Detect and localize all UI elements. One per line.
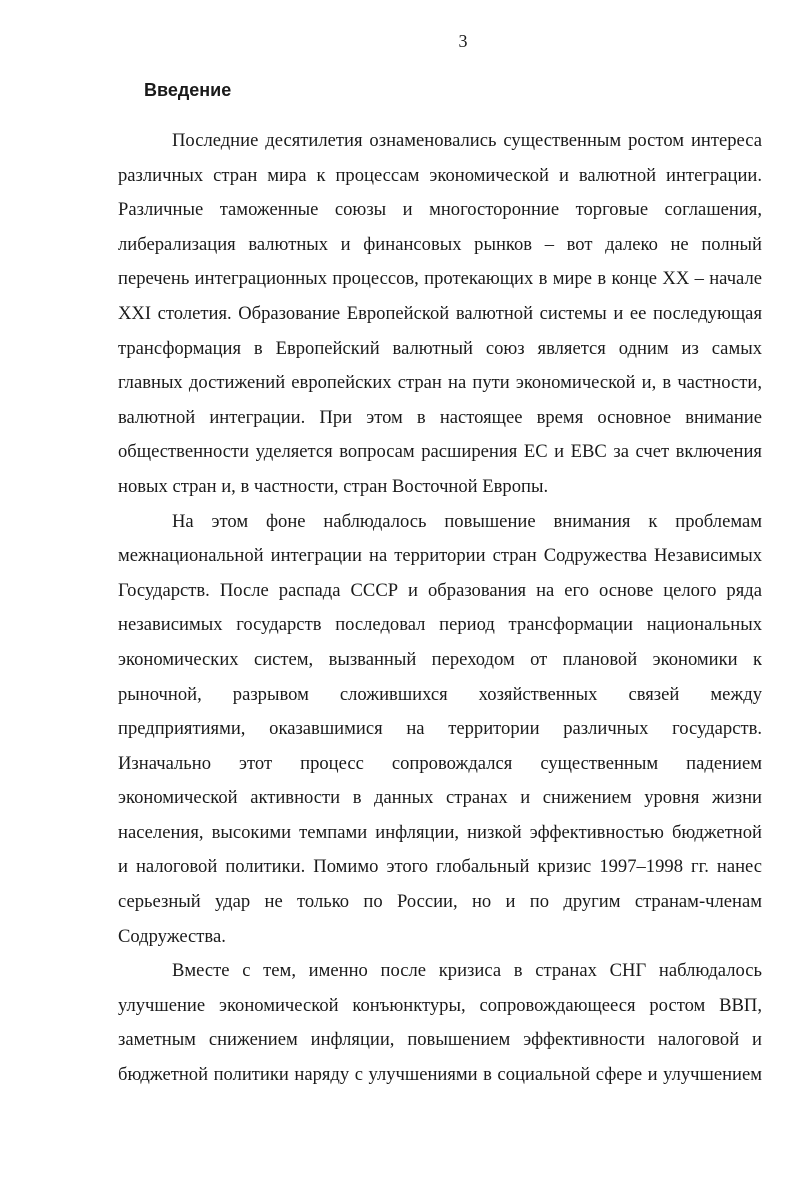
- text-line: различных стран мира к процессам экономической и валютной интеграции.: [118, 164, 762, 186]
- text-line: бюджетной политики наряду с улучшениями в социальной сфере и улучшением: [118, 1064, 762, 1086]
- text-line: межнациональной интеграции на территории стран Содружества Независимых: [118, 545, 762, 567]
- text-line: рыночной, разрывом сложившихся хозяйственных связей между: [118, 683, 762, 705]
- text-line: экономических систем, вызванный переходом от плановой экономики к: [118, 648, 762, 670]
- text-line: XXI столетия. Образование Европейской валютной системы и ее последующая: [118, 302, 762, 324]
- text-line: общественности уделяется вопросам расширения ЕС и ЕВС за счет включения: [118, 441, 762, 463]
- text-line: заметным снижением инфляции, повышением эффективности налоговой и: [118, 1029, 762, 1051]
- page-number: 3: [458, 31, 468, 51]
- text-line: трансформация в Европейский валютный союз является одним из самых: [118, 337, 762, 359]
- paragraph: [118, 505, 762, 955]
- text-line: новых стран и, в частности, стран Восточной Европы.: [118, 475, 549, 497]
- text-line: экономической активности в данных странах и снижением уровня жизни: [118, 787, 762, 809]
- text-line: независимых государств последовал период трансформации национальных: [118, 614, 762, 636]
- text-line: Последние десятилетия ознаменовались существенным ростом интереса: [172, 130, 762, 151]
- text-line: Изначально этот процесс сопровождался существенным падением: [118, 752, 762, 774]
- paragraph: [118, 124, 762, 505]
- text-line: Вместе с тем, именно после кризиса в странах СНГ наблюдалось: [172, 960, 762, 982]
- paragraph: [118, 954, 762, 1092]
- text-line: перечень интеграционных процессов, протекающих в мире в конце XX – начале: [118, 268, 762, 290]
- section-heading: Введение: [144, 80, 232, 100]
- text-line: На этом фоне наблюдалось повышение внимания к проблемам: [172, 510, 762, 532]
- text-line: и налоговой политики. Помимо этого глобальный кризис 1997–1998 гг. нанес: [118, 856, 762, 878]
- text-line: Различные таможенные союзы и многосторонние торговые соглашения,: [118, 199, 762, 221]
- document-body: [118, 124, 762, 1093]
- text-line: валютной интеграции. При этом в настоящее время основное внимание: [118, 406, 762, 428]
- text-line: главных достижений европейских стран на пути экономической и, в частности,: [118, 372, 762, 394]
- text-line: населения, высокими темпами инфляции, низкой эффективностью бюджетной: [118, 821, 762, 843]
- text-line: серьезный удар не только по России, но и по другим странам-членам: [118, 891, 762, 913]
- text-line: либерализация валютных и финансовых рынков – вот далеко не полный: [118, 233, 762, 255]
- text-line: улучшение экономической конъюнктуры, сопровождающееся ростом ВВП,: [118, 994, 762, 1016]
- text-line: предприятиями, оказавшимися на территории различных государств.: [118, 718, 762, 740]
- text-line: Содружества.: [118, 925, 226, 947]
- text-line: Государств. После распада СССР и образования на его основе целого ряда: [118, 579, 762, 601]
